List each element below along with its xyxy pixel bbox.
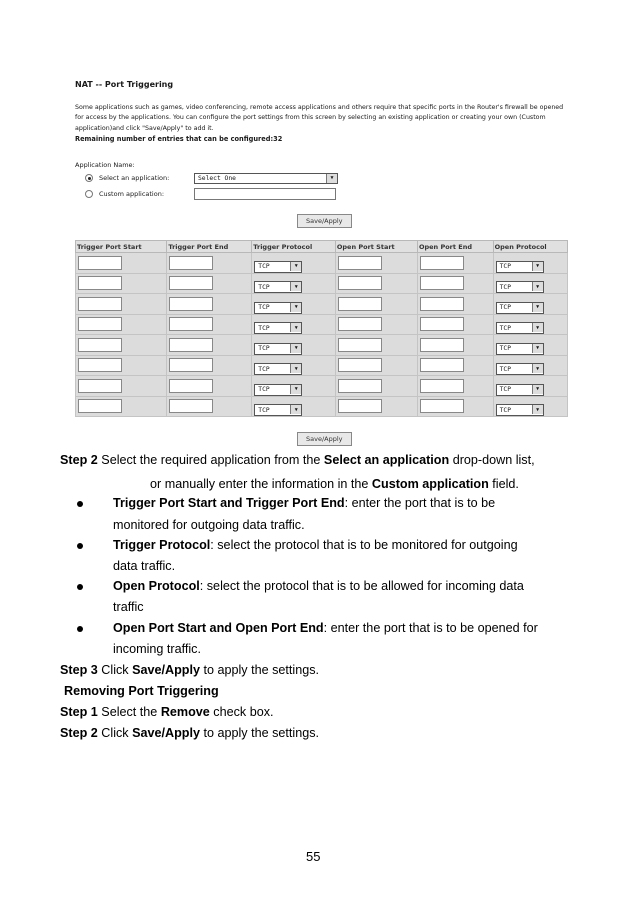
table-cell <box>493 376 567 397</box>
table-cell <box>252 355 336 376</box>
table-cell <box>252 314 336 335</box>
step3-line <box>60 663 319 678</box>
table-cell <box>335 335 417 356</box>
trigger-port-start-input[interactable] <box>78 399 122 413</box>
trigger-port-start-input[interactable] <box>78 379 122 393</box>
open-protocol-select[interactable] <box>496 322 544 334</box>
table-cell <box>76 396 167 417</box>
table-cell <box>167 294 252 315</box>
table-cell <box>417 273 493 294</box>
table-cell <box>335 355 417 376</box>
trigger-protocol-select-value: TCP <box>258 283 270 291</box>
open-port-end-input[interactable] <box>420 317 464 331</box>
step2-line <box>60 453 535 468</box>
table-cell <box>167 314 252 335</box>
page-title: NAT -- Port Triggering <box>75 80 174 89</box>
chevron-down-icon: ▼ <box>290 405 301 414</box>
table-row <box>76 273 568 294</box>
table-cell <box>167 273 252 294</box>
col-open-protocol: Open Protocol <box>493 241 567 253</box>
bullet-icon <box>77 543 83 549</box>
chevron-down-icon: ▼ <box>532 385 543 394</box>
chevron-down-icon: ▼ <box>532 344 543 353</box>
open-protocol-select-value: TCP <box>499 365 511 373</box>
trigger-protocol-select-value: TCP <box>258 304 270 312</box>
step2-text: Select the required application from the <box>97 453 324 467</box>
bullet-3 <box>113 579 524 594</box>
table-cell <box>252 376 336 397</box>
trigger-port-start-input[interactable] <box>78 297 122 311</box>
table-row <box>76 396 568 417</box>
application-name-label: Application Name: <box>75 161 135 170</box>
step2-text-end: drop-down list, <box>449 453 535 467</box>
trigger-protocol-select-value: TCP <box>258 386 270 394</box>
bullet-4-bold: Open Port Start and Open Port End <box>113 621 324 635</box>
page-number: 55 <box>306 849 321 864</box>
chevron-down-icon: ▼ <box>532 282 543 291</box>
custom-app-radio[interactable] <box>85 190 93 198</box>
table-cell <box>417 294 493 315</box>
table-cell <box>76 294 167 315</box>
removing-heading <box>64 684 219 699</box>
chevron-down-icon: ▼ <box>290 385 301 394</box>
table-cell <box>167 355 252 376</box>
remove-step1-text: Select the <box>97 705 161 719</box>
table-cell <box>76 253 167 274</box>
open-port-end-input[interactable] <box>420 276 464 290</box>
chevron-down-icon: ▼ <box>532 303 543 312</box>
trigger-protocol-select[interactable] <box>254 404 302 416</box>
table-cell <box>417 253 493 274</box>
col-trigger-port-end: Trigger Port End <box>167 241 252 253</box>
step3-bold: Save/Apply <box>132 663 200 677</box>
chevron-down-icon: ▼ <box>532 323 543 332</box>
open-protocol-select[interactable] <box>496 384 544 396</box>
col-open-port-end: Open Port End <box>417 241 493 253</box>
bullet-1 <box>113 496 495 511</box>
table-cell <box>417 314 493 335</box>
remove-step1-label: Step 1 <box>60 705 98 719</box>
table-cell <box>76 273 167 294</box>
bullet-2-cont: data traffic. <box>113 559 176 573</box>
bullet-1-cont: monitored for outgoing data traffic. <box>113 518 305 532</box>
open-port-end-input[interactable] <box>420 297 464 311</box>
open-port-end-input[interactable] <box>420 256 464 270</box>
table-cell <box>252 396 336 417</box>
open-protocol-select-value: TCP <box>499 304 511 312</box>
chevron-down-icon: ▼ <box>290 344 301 353</box>
trigger-port-start-input[interactable] <box>78 338 122 352</box>
trigger-port-start-input[interactable] <box>78 358 122 372</box>
trigger-port-end-input[interactable] <box>169 338 213 352</box>
trigger-port-start-input[interactable] <box>78 317 122 331</box>
bullet-icon <box>77 584 83 590</box>
table-row <box>76 314 568 335</box>
chevron-down-icon: ▼ <box>532 262 543 271</box>
table-cell <box>417 335 493 356</box>
remove-step1-line <box>60 705 274 720</box>
open-port-start-input[interactable] <box>338 338 382 352</box>
table-cell <box>493 335 567 356</box>
trigger-protocol-select[interactable] <box>254 302 302 314</box>
open-protocol-select-value: TCP <box>499 263 511 271</box>
trigger-protocol-select-value: TCP <box>258 324 270 332</box>
table-cell <box>76 376 167 397</box>
open-protocol-select-value: TCP <box>499 345 511 353</box>
chevron-down-icon: ▼ <box>326 174 337 183</box>
step2-cont-bold: Custom application <box>371 477 489 491</box>
custom-app-input[interactable] <box>194 188 336 200</box>
chevron-down-icon: ▼ <box>290 323 301 332</box>
application-select[interactable] <box>194 173 338 184</box>
table-row <box>76 335 568 356</box>
chevron-down-icon: ▼ <box>290 303 301 312</box>
save-apply-button-bottom[interactable]: Save/Apply <box>297 432 352 446</box>
bullet-4-cont: incoming traffic. <box>113 642 201 656</box>
open-protocol-select[interactable] <box>496 281 544 293</box>
step2-label: Step 2 <box>60 453 98 467</box>
trigger-protocol-select[interactable] <box>254 343 302 355</box>
open-port-start-input[interactable] <box>338 276 382 290</box>
table-row <box>76 253 568 274</box>
table-cell <box>252 273 336 294</box>
open-protocol-select-value: TCP <box>499 406 511 414</box>
bullet-3-bold: Open Protocol <box>113 579 200 593</box>
trigger-port-end-input[interactable] <box>169 379 213 393</box>
remove-step2-text-end: to apply the settings. <box>200 726 320 740</box>
trigger-protocol-select-value: TCP <box>258 263 270 271</box>
custom-app-label: Custom application: <box>99 190 165 199</box>
select-app-row <box>85 170 565 186</box>
open-port-start-input[interactable] <box>338 379 382 393</box>
bullet-1-text: : enter the port that is to be <box>344 496 496 510</box>
table-row <box>76 294 568 315</box>
bullet-4 <box>113 621 538 636</box>
col-trigger-protocol: Trigger Protocol <box>252 241 336 253</box>
table-cell <box>335 253 417 274</box>
table-cell <box>493 253 567 274</box>
table-cell <box>76 314 167 335</box>
open-protocol-select-value: TCP <box>499 283 511 291</box>
step2-cont-text: or manually enter the information in the <box>150 477 372 491</box>
remove-step1-bold: Remove <box>160 705 210 719</box>
trigger-protocol-select-value: TCP <box>258 406 270 414</box>
chevron-down-icon: ▼ <box>532 405 543 414</box>
step3-text-end: to apply the settings. <box>200 663 320 677</box>
step2-bold: Select an application <box>323 453 450 467</box>
removing-heading-text: Removing Port Triggering <box>64 684 219 698</box>
select-app-label: Select an application: <box>99 174 170 183</box>
table-cell <box>417 376 493 397</box>
chevron-down-icon: ▼ <box>290 282 301 291</box>
table-header-row <box>76 241 568 253</box>
table-cell <box>167 253 252 274</box>
table-cell <box>252 253 336 274</box>
chevron-down-icon: ▼ <box>290 262 301 271</box>
trigger-port-end-input[interactable] <box>169 399 213 413</box>
table-cell <box>335 314 417 335</box>
table-row <box>76 376 568 397</box>
custom-app-row <box>85 186 565 202</box>
bullet-icon <box>77 501 83 507</box>
open-port-end-input[interactable] <box>420 379 464 393</box>
table-cell <box>335 294 417 315</box>
remove-step2-text: Click <box>97 726 133 740</box>
open-protocol-select-value: TCP <box>499 324 511 332</box>
table-cell <box>493 273 567 294</box>
open-protocol-select[interactable] <box>496 302 544 314</box>
col-open-port-start: Open Port Start <box>335 241 417 253</box>
select-app-radio[interactable] <box>85 174 93 182</box>
application-select-value: Select One <box>198 174 236 182</box>
trigger-protocol-select[interactable] <box>254 384 302 396</box>
step2-continuation <box>150 477 519 492</box>
bullet-1-bold: Trigger Port Start and Trigger Port End <box>113 496 345 510</box>
open-protocol-select-value: TCP <box>499 386 511 394</box>
remaining-entries: Remaining number of entries that can be configured:32 <box>75 135 283 144</box>
open-port-start-input[interactable] <box>338 317 382 331</box>
trigger-port-start-input[interactable] <box>78 256 122 270</box>
trigger-port-end-input[interactable] <box>169 276 213 290</box>
remove-step1-text-end: check box. <box>209 705 274 719</box>
table-cell <box>76 355 167 376</box>
trigger-port-end-input[interactable] <box>169 256 213 270</box>
bullet-4-text: : enter the port that is to be opened for <box>323 621 538 635</box>
open-port-end-input[interactable] <box>420 338 464 352</box>
table-cell <box>493 314 567 335</box>
open-port-start-input[interactable] <box>338 297 382 311</box>
trigger-protocol-select[interactable] <box>254 281 302 293</box>
open-port-start-input[interactable] <box>338 399 382 413</box>
trigger-port-end-input[interactable] <box>169 317 213 331</box>
table-cell <box>335 376 417 397</box>
open-port-start-input[interactable] <box>338 358 382 372</box>
open-protocol-select[interactable] <box>496 343 544 355</box>
table-cell <box>252 294 336 315</box>
table-cell <box>335 273 417 294</box>
chevron-down-icon: ▼ <box>290 364 301 373</box>
table-cell <box>252 335 336 356</box>
bullet-3-cont: traffic <box>113 600 144 614</box>
trigger-protocol-select-value: TCP <box>258 365 270 373</box>
open-port-end-input[interactable] <box>420 358 464 372</box>
step3-text: Click <box>97 663 133 677</box>
table-cell <box>493 294 567 315</box>
table-cell <box>417 355 493 376</box>
open-protocol-select[interactable] <box>496 404 544 416</box>
table-cell <box>76 335 167 356</box>
table-cell <box>335 396 417 417</box>
table-cell <box>493 396 567 417</box>
trigger-protocol-select[interactable] <box>254 261 302 273</box>
bullet-2-text: : select the protocol that is to be monitored for outgoing <box>210 538 518 552</box>
open-protocol-select[interactable] <box>496 363 544 375</box>
step3-label: Step 3 <box>60 663 98 677</box>
bullet-2-bold: Trigger Protocol <box>113 538 211 552</box>
col-trigger-port-start: Trigger Port Start <box>76 241 167 253</box>
table-cell <box>417 396 493 417</box>
table-cell <box>167 376 252 397</box>
trigger-port-end-input[interactable] <box>169 358 213 372</box>
remove-step2-line <box>60 726 319 741</box>
trigger-protocol-select-value: TCP <box>258 345 270 353</box>
trigger-protocol-select[interactable] <box>254 322 302 334</box>
bullet-2 <box>113 538 518 553</box>
table-cell <box>167 335 252 356</box>
open-port-end-input[interactable] <box>420 399 464 413</box>
open-port-start-input[interactable] <box>338 256 382 270</box>
table-row <box>76 355 568 376</box>
open-protocol-select[interactable] <box>496 261 544 273</box>
trigger-protocol-select[interactable] <box>254 363 302 375</box>
port-trigger-table <box>75 240 568 417</box>
table-cell <box>167 396 252 417</box>
trigger-port-start-input[interactable] <box>78 276 122 290</box>
remove-step2-label: Step 2 <box>60 726 98 740</box>
save-apply-button-top[interactable]: Save/Apply <box>297 214 352 228</box>
trigger-port-end-input[interactable] <box>169 297 213 311</box>
bullet-3-text: : select the protocol that is to be allowed for incoming data <box>199 579 524 593</box>
chevron-down-icon: ▼ <box>532 364 543 373</box>
step2-cont-end: field. <box>488 477 519 491</box>
table-cell <box>493 355 567 376</box>
remove-step2-bold: Save/Apply <box>132 726 200 740</box>
bullet-icon <box>77 626 83 632</box>
port-triggering-screenshot <box>75 80 565 446</box>
description-text: Some applications such as games, video conferencing, remote access applications and others require that specific ports in the Router's firewall be opened for access by the applications. You can configure the port settings from this screen by selecting an existing application or creating your own (Custom application)and click "Save/Apply" to add it. <box>75 104 564 132</box>
